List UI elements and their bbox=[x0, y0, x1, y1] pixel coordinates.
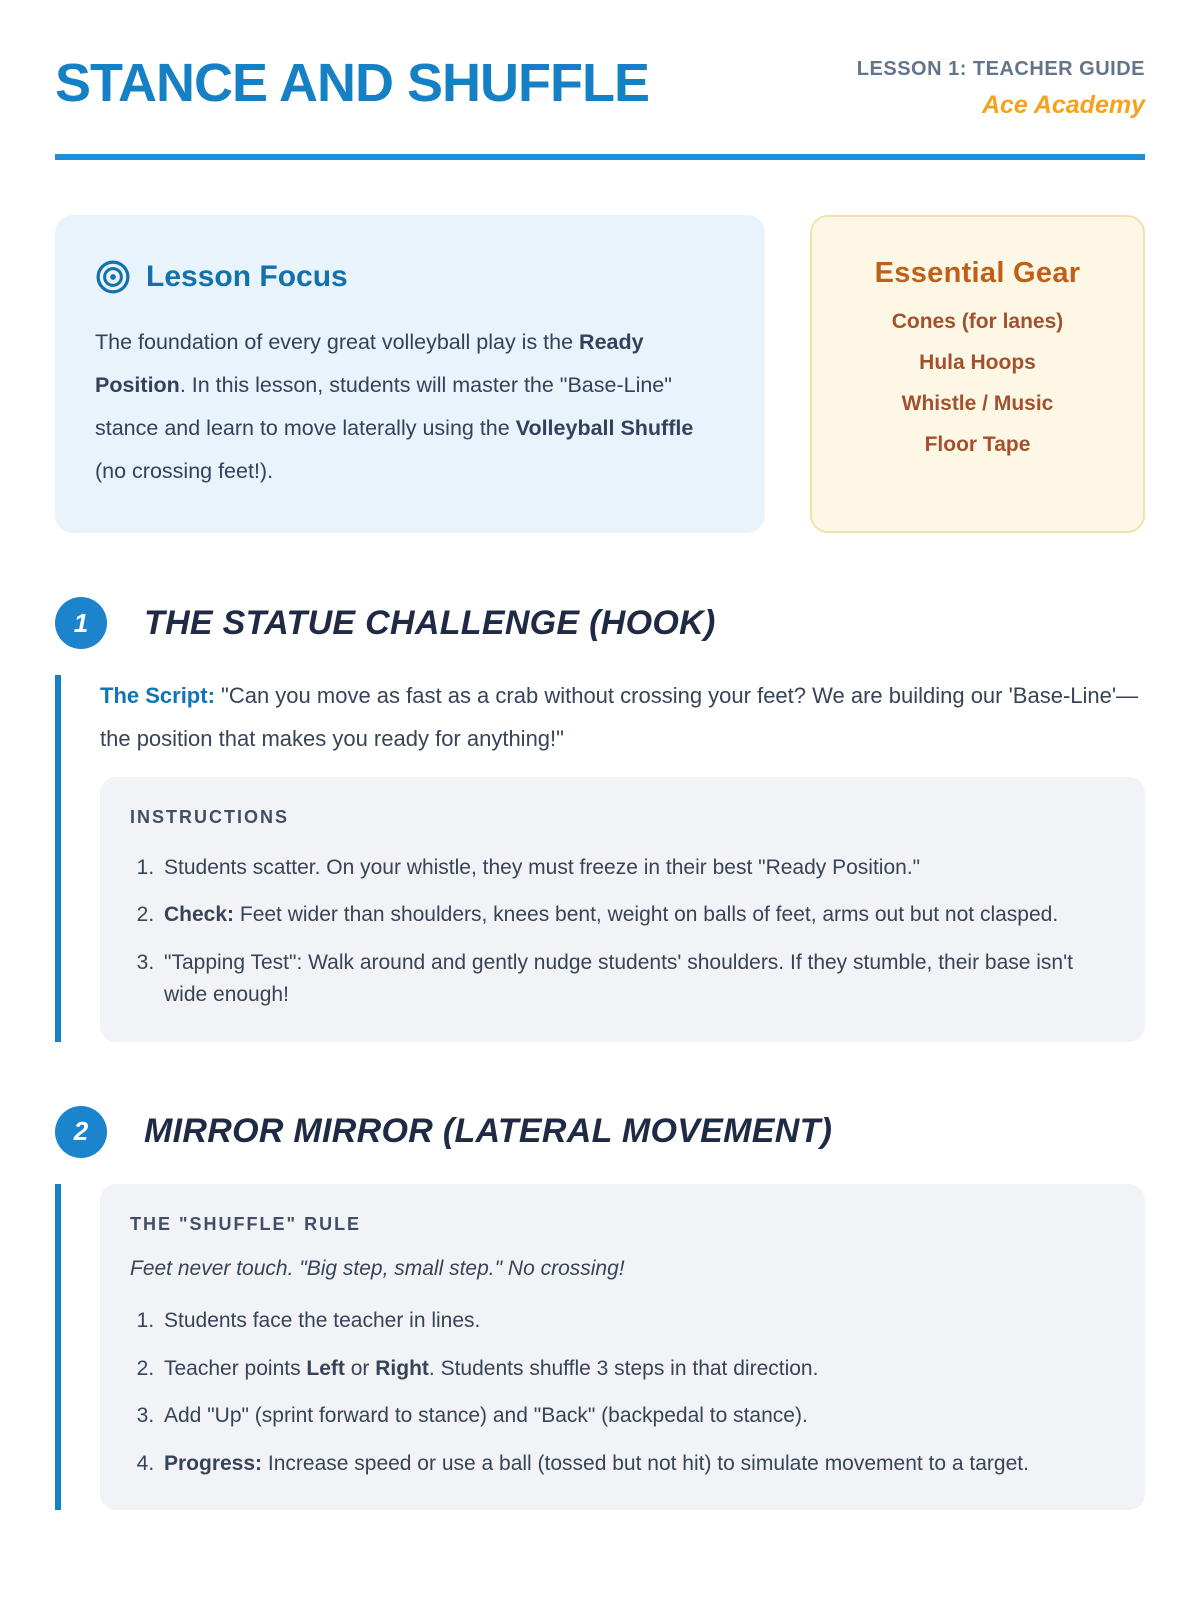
lesson-focus-header bbox=[95, 259, 725, 295]
overview-row bbox=[55, 215, 1145, 533]
gear-list bbox=[830, 310, 1125, 457]
text-segment: Add "Up" (sprint forward to stance) and "Back" (backpedal to stance). bbox=[164, 1404, 808, 1428]
essential-gear-card bbox=[810, 215, 1145, 533]
header bbox=[55, 0, 1145, 120]
section-1-title: THE STATUE CHALLENGE (HOOK) bbox=[144, 603, 716, 642]
list-item bbox=[160, 1448, 1111, 1481]
text-segment: The foundation of every great volleyball play is the bbox=[95, 330, 580, 354]
section-1-header bbox=[55, 597, 1145, 649]
list-item bbox=[160, 1400, 1111, 1433]
text-segment: Volleyball Shuffle bbox=[515, 416, 694, 440]
instructions-panel bbox=[100, 777, 1145, 1042]
text-segment: Right bbox=[375, 1356, 429, 1380]
list-item bbox=[160, 1305, 1111, 1338]
shuffle-steps-list bbox=[130, 1305, 1111, 1480]
section-1-body bbox=[55, 675, 1145, 1042]
shuffle-rule-label: THE "SHUFFLE" RULE bbox=[130, 1213, 362, 1234]
text-segment: Students face the teacher in lines. bbox=[164, 1308, 481, 1332]
gear-item: Hula Hoops bbox=[919, 351, 1036, 374]
text-segment: Progress: bbox=[164, 1451, 263, 1475]
text-segment: Teacher points bbox=[164, 1356, 307, 1380]
header-meta bbox=[857, 52, 1145, 120]
gear-item: Floor Tape bbox=[924, 433, 1031, 456]
text-segment: or bbox=[344, 1356, 376, 1380]
list-item bbox=[160, 852, 1111, 885]
lesson-focus-title: Lesson Focus bbox=[146, 260, 348, 293]
gear-item: Whistle / Music bbox=[901, 392, 1054, 415]
page-title: STANCE AND SHUFFLE bbox=[55, 53, 649, 113]
section-2-number-badge: 2 bbox=[55, 1106, 107, 1158]
script-paragraph bbox=[100, 675, 1145, 761]
instructions-list bbox=[130, 852, 1111, 1012]
lesson-focus-body bbox=[95, 321, 725, 493]
shuffle-rule-subtitle: Feet never touch. "Big step, small step." No crossing! bbox=[130, 1256, 625, 1280]
text-segment: Feet wider than shoulders, knees bent, weight on balls of feet, arms out but not clasped. bbox=[234, 903, 1059, 927]
text-segment: "Can you move as fast as a crab without crossing your feet? We are building our 'Base-Line'—the position that makes you ready for anything!" bbox=[100, 683, 1139, 751]
text-segment: Students scatter. On your whistle, they must freeze in their best "Ready Position." bbox=[164, 855, 921, 879]
list-item bbox=[160, 899, 1111, 932]
text-segment: Check: bbox=[164, 903, 235, 927]
text-segment: . Students shuffle 3 steps in that direction. bbox=[428, 1356, 819, 1380]
script-label: The Script: bbox=[100, 683, 215, 708]
text-segment: (no crossing feet!). bbox=[95, 459, 274, 483]
section-1-number-badge: 1 bbox=[55, 597, 107, 649]
text-segment: . In this lesson, students will master the "Base-Line" stance and learn to move laterally using the bbox=[95, 373, 672, 440]
target-icon bbox=[95, 259, 131, 295]
text-segment: "Tapping Test": Walk around and gently nudge students' shoulders. If they stumble, their base isn't wide enough! bbox=[164, 950, 1073, 1007]
brand-name: Ace Academy bbox=[981, 91, 1145, 119]
section-2-body bbox=[55, 1184, 1145, 1510]
section-2-title: MIRROR MIRROR (LATERAL MOVEMENT) bbox=[144, 1112, 833, 1151]
list-item bbox=[160, 1353, 1111, 1386]
text-segment: Increase speed or use a ball (tossed but not hit) to simulate movement to a target. bbox=[262, 1451, 1029, 1475]
shuffle-rule-panel bbox=[100, 1184, 1145, 1510]
list-item bbox=[160, 947, 1111, 1012]
text-segment: Ready Position bbox=[95, 330, 644, 397]
gear-item: Cones (for lanes) bbox=[891, 310, 1064, 333]
section-2-header bbox=[55, 1106, 1145, 1158]
essential-gear-title: Essential Gear bbox=[874, 257, 1081, 289]
lesson-label: LESSON 1: TEACHER GUIDE bbox=[856, 58, 1145, 80]
header-divider bbox=[55, 154, 1145, 160]
text-segment: Left bbox=[306, 1356, 345, 1380]
instructions-label: INSTRUCTIONS bbox=[130, 806, 289, 827]
lesson-focus-card bbox=[55, 215, 765, 533]
